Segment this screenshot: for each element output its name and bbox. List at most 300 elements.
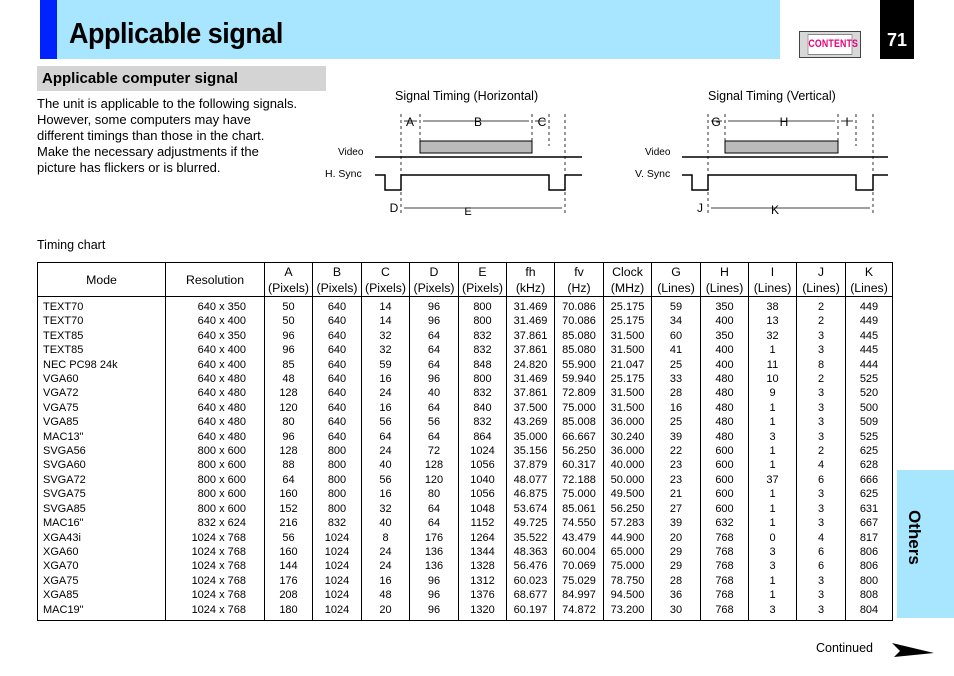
value-cell: 1056 <box>459 487 507 501</box>
value-cell: 88 <box>265 458 313 472</box>
value-cell: 31.500 <box>604 329 652 343</box>
mode-cell: XGA75 <box>38 574 166 588</box>
value-cell: 38 <box>749 297 797 315</box>
value-cell: 31.469 <box>507 372 555 386</box>
column-header <box>555 263 604 297</box>
value-cell: 60 <box>652 329 701 343</box>
value-cell: 60.023 <box>507 574 555 588</box>
video-active-bar <box>420 141 532 153</box>
value-cell: 48 <box>362 588 410 602</box>
value-cell: 1264 <box>459 531 507 545</box>
value-cell: 4 <box>797 458 846 472</box>
video-active-bar <box>725 141 838 153</box>
mode-cell: XGA85 <box>38 588 166 602</box>
label-j: J <box>697 201 703 215</box>
mode-cell: VGA60 <box>38 372 166 386</box>
value-cell: 628 <box>846 458 893 472</box>
column-header-unit: (Lines) <box>850 280 888 295</box>
value-cell: 31.500 <box>604 386 652 400</box>
value-cell: 35.156 <box>507 444 555 458</box>
resolution-cell: 640 x 480 <box>166 430 265 444</box>
value-cell: 600 <box>701 502 749 516</box>
value-cell: 2 <box>797 372 846 386</box>
mode-cell: VGA75 <box>38 401 166 415</box>
value-cell: 817 <box>846 531 893 545</box>
column-header-title: J <box>817 264 825 279</box>
value-cell: 50 <box>265 297 313 315</box>
value-cell: 16 <box>362 401 410 415</box>
column-header-title: Clock <box>612 264 643 279</box>
value-cell: 3 <box>749 430 797 444</box>
value-cell: 73.200 <box>604 603 652 621</box>
value-cell: 96 <box>410 314 459 328</box>
value-cell: 24 <box>362 559 410 573</box>
value-cell: 20 <box>362 603 410 621</box>
value-cell: 46.875 <box>507 487 555 501</box>
value-cell: 848 <box>459 358 507 372</box>
value-cell: 75.029 <box>555 574 604 588</box>
value-cell: 800 <box>459 372 507 386</box>
resolution-cell: 1024 x 768 <box>166 531 265 545</box>
value-cell: 56 <box>362 473 410 487</box>
value-cell: 39 <box>652 516 701 530</box>
value-cell: 8 <box>797 358 846 372</box>
value-cell: 804 <box>846 603 893 621</box>
column-header-title: fh <box>525 264 536 279</box>
value-cell: 640 <box>313 358 362 372</box>
timing-chart-table <box>37 262 893 621</box>
mode-cell: SVGA56 <box>38 444 166 458</box>
value-cell: 64 <box>410 430 459 444</box>
value-cell: 80 <box>265 415 313 429</box>
table-row <box>38 603 893 621</box>
column-header <box>701 263 749 297</box>
table-row <box>38 545 893 559</box>
value-cell: 1 <box>749 444 797 458</box>
mode-cell: SVGA60 <box>38 458 166 472</box>
column-header <box>507 263 555 297</box>
label-c: C <box>537 115 547 129</box>
value-cell: 14 <box>362 314 410 328</box>
value-cell: 525 <box>846 372 893 386</box>
value-cell: 3 <box>797 588 846 602</box>
value-cell: 66.667 <box>555 430 604 444</box>
value-cell: 21 <box>652 487 701 501</box>
mode-cell: XGA70 <box>38 559 166 573</box>
column-header <box>265 263 313 297</box>
value-cell: 640 <box>313 415 362 429</box>
label-b: B <box>473 115 483 129</box>
value-cell: 1 <box>749 588 797 602</box>
value-cell: 13 <box>749 314 797 328</box>
value-cell: 449 <box>846 297 893 315</box>
value-cell: 509 <box>846 415 893 429</box>
value-cell: 36 <box>652 588 701 602</box>
value-cell: 144 <box>265 559 313 573</box>
value-cell: 1312 <box>459 574 507 588</box>
label-g: G <box>711 115 721 129</box>
value-cell: 23 <box>652 458 701 472</box>
value-cell: 36.000 <box>604 444 652 458</box>
value-cell: 832 <box>459 343 507 357</box>
value-cell: 96 <box>410 588 459 602</box>
resolution-cell: 832 x 624 <box>166 516 265 530</box>
value-cell: 160 <box>265 545 313 559</box>
value-cell: 600 <box>701 473 749 487</box>
value-cell: 20 <box>652 531 701 545</box>
value-cell: 400 <box>701 358 749 372</box>
value-cell: 768 <box>701 603 749 621</box>
value-cell: 56 <box>265 531 313 545</box>
column-header <box>410 263 459 297</box>
value-cell: 400 <box>701 343 749 357</box>
intro-line: different timings than those in the chart. <box>37 128 265 143</box>
value-cell: 1152 <box>459 516 507 530</box>
value-cell: 1024 <box>313 603 362 621</box>
value-cell: 400 <box>701 314 749 328</box>
column-header <box>797 263 846 297</box>
value-cell: 0 <box>749 531 797 545</box>
table-row <box>38 430 893 444</box>
value-cell: 3 <box>797 603 846 621</box>
value-cell: 24 <box>362 444 410 458</box>
value-cell: 832 <box>313 516 362 530</box>
value-cell: 68.677 <box>507 588 555 602</box>
column-header-unit: (Lines) <box>753 280 792 295</box>
value-cell: 74.550 <box>555 516 604 530</box>
value-cell: 29 <box>652 545 701 559</box>
column-header-title: H <box>720 264 729 279</box>
arrow-right-icon[interactable] <box>890 642 936 658</box>
table-row <box>38 487 893 501</box>
value-cell: 6 <box>797 559 846 573</box>
column-header-unit: (Lines) <box>802 280 840 295</box>
value-cell: 16 <box>362 372 410 386</box>
value-cell: 59.940 <box>555 372 604 386</box>
value-cell: 1 <box>749 343 797 357</box>
column-header-unit: (Pixels) <box>365 280 406 295</box>
value-cell: 136 <box>410 559 459 573</box>
table-row <box>38 297 893 315</box>
value-cell: 37.500 <box>507 401 555 415</box>
value-cell: 208 <box>265 588 313 602</box>
value-cell: 808 <box>846 588 893 602</box>
resolution-cell: 800 x 600 <box>166 444 265 458</box>
value-cell: 22 <box>652 444 701 458</box>
value-cell: 667 <box>846 516 893 530</box>
value-cell: 128 <box>265 444 313 458</box>
value-cell: 48.077 <box>507 473 555 487</box>
intro-line: However, some computers may have <box>37 112 251 127</box>
label-h: H <box>779 115 789 129</box>
contents-button-label: CONTENTS <box>808 34 853 55</box>
table-row <box>38 401 893 415</box>
label-k: K <box>770 203 780 217</box>
value-cell: 768 <box>701 574 749 588</box>
table-row <box>38 415 893 429</box>
value-cell: 3 <box>797 574 846 588</box>
table-row <box>38 444 893 458</box>
resolution-cell: 640 x 480 <box>166 372 265 386</box>
value-cell: 16 <box>652 401 701 415</box>
value-cell: 96 <box>265 343 313 357</box>
value-cell: 3 <box>797 487 846 501</box>
value-cell: 6 <box>797 545 846 559</box>
value-cell: 640 <box>313 329 362 343</box>
h-sync-label: H. Sync <box>325 168 362 180</box>
value-cell: 16 <box>362 574 410 588</box>
value-cell: 840 <box>459 401 507 415</box>
value-cell: 75.000 <box>555 487 604 501</box>
value-cell: 60.197 <box>507 603 555 621</box>
value-cell: 2 <box>797 297 846 315</box>
value-cell: 65.000 <box>604 545 652 559</box>
value-cell: 520 <box>846 386 893 400</box>
value-cell: 1024 <box>313 545 362 559</box>
column-header-title: G <box>671 264 681 279</box>
value-cell: 72 <box>410 444 459 458</box>
value-cell: 800 <box>313 487 362 501</box>
value-cell: 800 <box>459 297 507 315</box>
value-cell: 24 <box>362 545 410 559</box>
value-cell: 33 <box>652 372 701 386</box>
value-cell: 9 <box>749 386 797 400</box>
video-label: Video <box>645 147 671 158</box>
value-cell: 4 <box>797 531 846 545</box>
value-cell: 525 <box>846 430 893 444</box>
value-cell: 1 <box>749 401 797 415</box>
value-cell: 640 <box>313 372 362 386</box>
value-cell: 32 <box>362 502 410 516</box>
intro-text <box>37 96 337 176</box>
label-e: E <box>464 206 472 218</box>
others-tab-label: Others <box>905 510 924 565</box>
value-cell: 70.086 <box>555 297 604 315</box>
table-row <box>38 559 893 573</box>
value-cell: 445 <box>846 343 893 357</box>
value-cell: 35.000 <box>507 430 555 444</box>
value-cell: 39 <box>652 430 701 444</box>
table-row <box>38 574 893 588</box>
value-cell: 1024 <box>313 588 362 602</box>
value-cell: 80 <box>410 487 459 501</box>
resolution-cell: 1024 x 768 <box>166 603 265 621</box>
value-cell: 1376 <box>459 588 507 602</box>
page-number: 71 <box>886 30 908 50</box>
value-cell: 16 <box>362 487 410 501</box>
value-cell: 1344 <box>459 545 507 559</box>
resolution-cell: 640 x 350 <box>166 297 265 315</box>
mode-cell: XGA43i <box>38 531 166 545</box>
value-cell: 30.240 <box>604 430 652 444</box>
value-cell: 25 <box>652 415 701 429</box>
value-cell: 25.175 <box>604 297 652 315</box>
value-cell: 37.879 <box>507 458 555 472</box>
label-a: A <box>405 115 415 129</box>
value-cell: 176 <box>265 574 313 588</box>
mode-cell: TEXT85 <box>38 343 166 357</box>
value-cell: 1 <box>749 458 797 472</box>
value-cell: 128 <box>410 458 459 472</box>
vertical-timing-diagram <box>630 108 895 220</box>
header-accent-stripe <box>40 0 57 59</box>
mode-cell: TEXT70 <box>38 297 166 315</box>
value-cell: 350 <box>701 329 749 343</box>
column-header <box>166 263 265 297</box>
value-cell: 85.080 <box>555 329 604 343</box>
column-header-title: B <box>332 264 342 279</box>
value-cell: 800 <box>846 574 893 588</box>
value-cell: 31.469 <box>507 314 555 328</box>
value-cell: 160 <box>265 487 313 501</box>
value-cell: 25.175 <box>604 372 652 386</box>
value-cell: 832 <box>459 329 507 343</box>
value-cell: 37.861 <box>507 386 555 400</box>
table-row <box>38 531 893 545</box>
table-row <box>38 502 893 516</box>
value-cell: 96 <box>410 603 459 621</box>
value-cell: 30 <box>652 603 701 621</box>
value-cell: 600 <box>701 458 749 472</box>
value-cell: 3 <box>749 559 797 573</box>
value-cell: 50 <box>265 314 313 328</box>
value-cell: 84.997 <box>555 588 604 602</box>
value-cell: 56.250 <box>555 444 604 458</box>
intro-line: Make the necessary adjustments if the <box>37 144 259 159</box>
value-cell: 768 <box>701 559 749 573</box>
mode-cell: MAC13" <box>38 430 166 444</box>
value-cell: 1320 <box>459 603 507 621</box>
value-cell: 40.000 <box>604 458 652 472</box>
resolution-cell: 640 x 400 <box>166 358 265 372</box>
value-cell: 1024 <box>313 574 362 588</box>
value-cell: 800 <box>313 444 362 458</box>
vertical-diagram-title: Signal Timing (Vertical) <box>708 89 836 103</box>
column-header-title: Mode <box>86 272 117 287</box>
resolution-cell: 800 x 600 <box>166 487 265 501</box>
column-header-title: Resolution <box>185 272 245 287</box>
mode-cell: MAC19" <box>38 603 166 621</box>
mode-cell: VGA72 <box>38 386 166 400</box>
value-cell: 800 <box>313 473 362 487</box>
value-cell: 768 <box>701 531 749 545</box>
value-cell: 3 <box>797 401 846 415</box>
column-header-title: I <box>770 264 775 279</box>
timing-chart-label: Timing chart <box>37 238 106 252</box>
resolution-cell: 640 x 480 <box>166 401 265 415</box>
value-cell: 23 <box>652 473 701 487</box>
header-row <box>38 263 893 297</box>
resolution-cell: 1024 x 768 <box>166 545 265 559</box>
value-cell: 49.725 <box>507 516 555 530</box>
resolution-cell: 1024 x 768 <box>166 559 265 573</box>
value-cell: 2 <box>797 314 846 328</box>
value-cell: 32 <box>362 329 410 343</box>
value-cell: 480 <box>701 372 749 386</box>
value-cell: 640 <box>313 401 362 415</box>
value-cell: 70.069 <box>555 559 604 573</box>
column-header <box>459 263 507 297</box>
mode-cell: SVGA85 <box>38 502 166 516</box>
value-cell: 37 <box>749 473 797 487</box>
value-cell: 31.500 <box>604 401 652 415</box>
value-cell: 40 <box>362 516 410 530</box>
value-cell: 43.269 <box>507 415 555 429</box>
mode-cell: SVGA75 <box>38 487 166 501</box>
table-row <box>38 588 893 602</box>
table-row <box>38 329 893 343</box>
intro-line: picture has flickers or is blurred. <box>37 160 221 175</box>
value-cell: 625 <box>846 444 893 458</box>
value-cell: 37.861 <box>507 329 555 343</box>
value-cell: 72.188 <box>555 473 604 487</box>
column-header-title: C <box>381 264 390 279</box>
contents-button[interactable] <box>799 31 861 58</box>
column-header-unit: (Lines) <box>705 280 744 295</box>
value-cell: 3 <box>797 430 846 444</box>
value-cell: 37.861 <box>507 343 555 357</box>
column-header <box>749 263 797 297</box>
value-cell: 31.500 <box>604 343 652 357</box>
value-cell: 64 <box>410 358 459 372</box>
value-cell: 832 <box>459 386 507 400</box>
value-cell: 56.250 <box>604 502 652 516</box>
page-title: Applicable signal <box>69 18 283 50</box>
mode-cell: XGA60 <box>38 545 166 559</box>
value-cell: 800 <box>459 314 507 328</box>
v-sync-waveform <box>682 175 888 190</box>
table-body <box>38 297 893 621</box>
column-header-title: fv <box>574 264 584 279</box>
table-row <box>38 343 893 357</box>
value-cell: 75.000 <box>604 559 652 573</box>
value-cell: 1024 <box>313 559 362 573</box>
resolution-cell: 640 x 350 <box>166 329 265 343</box>
column-header <box>652 263 701 297</box>
value-cell: 1 <box>749 487 797 501</box>
value-cell: 176 <box>410 531 459 545</box>
value-cell: 3 <box>797 415 846 429</box>
value-cell: 8 <box>362 531 410 545</box>
column-header-unit: (MHz) <box>610 280 645 295</box>
column-header-unit: (Pixels) <box>462 280 503 295</box>
column-header-unit: (kHz) <box>515 280 546 295</box>
column-header <box>846 263 893 297</box>
value-cell: 50.000 <box>604 473 652 487</box>
value-cell: 14 <box>362 297 410 315</box>
column-header <box>38 263 166 297</box>
table-row <box>38 372 893 386</box>
resolution-cell: 800 x 600 <box>166 473 265 487</box>
value-cell: 36.000 <box>604 415 652 429</box>
value-cell: 85 <box>265 358 313 372</box>
value-cell: 640 <box>313 314 362 328</box>
label-i: I <box>845 115 849 129</box>
column-header-unit: (Pixels) <box>316 280 358 295</box>
value-cell: 27 <box>652 502 701 516</box>
value-cell: 640 <box>313 297 362 315</box>
value-cell: 600 <box>701 487 749 501</box>
value-cell: 53.674 <box>507 502 555 516</box>
value-cell: 631 <box>846 502 893 516</box>
value-cell: 1 <box>749 574 797 588</box>
value-cell: 24.820 <box>507 358 555 372</box>
mode-cell: VGA85 <box>38 415 166 429</box>
column-header <box>313 263 362 297</box>
value-cell: 59 <box>362 358 410 372</box>
table-row <box>38 473 893 487</box>
value-cell: 1 <box>749 516 797 530</box>
